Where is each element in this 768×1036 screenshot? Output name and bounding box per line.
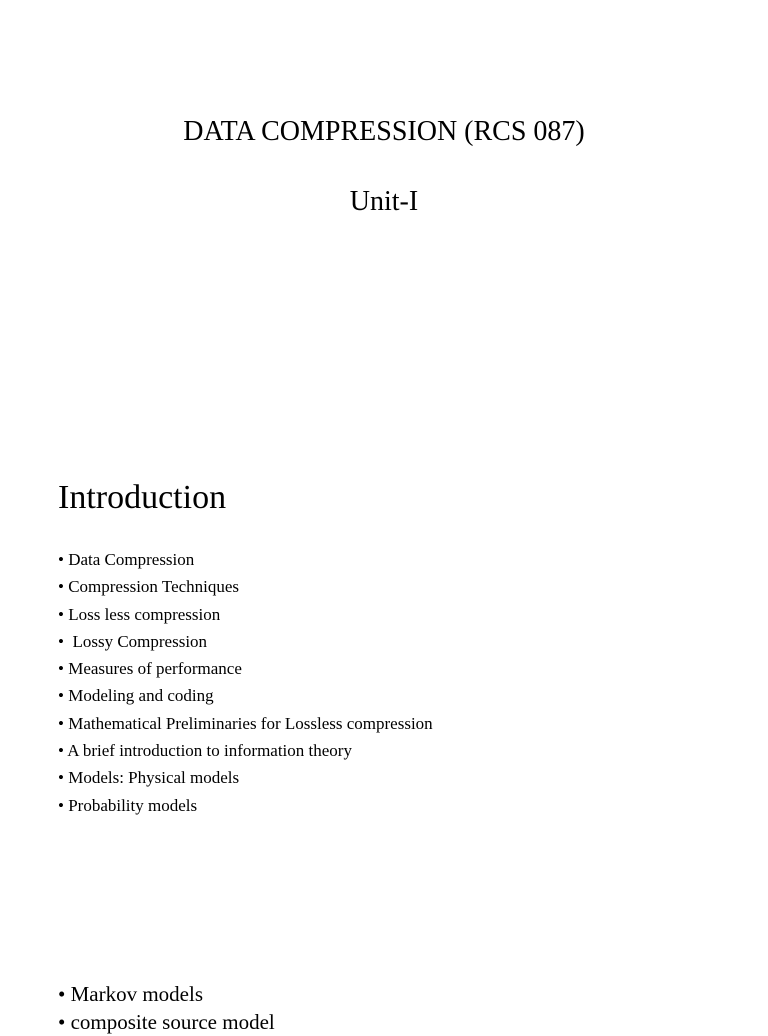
list-item (58, 737, 433, 764)
list-item (58, 682, 433, 709)
list-item-text: Lossy Compression (63, 631, 208, 651)
bullet-icon: • (58, 659, 64, 679)
list-item-text: Models: Physical models (63, 768, 240, 788)
bullet-icon: • (58, 741, 64, 761)
list-item-text: Probability models (63, 795, 198, 815)
list-item-text: Loss less compression (63, 604, 221, 624)
list-item-text: Mathematical Preliminaries for Lossless compression (63, 713, 433, 733)
list-item (58, 628, 433, 655)
list-item-text: Markov models (65, 982, 204, 1006)
models-slide (0, 960, 768, 1034)
list-item-text: A brief introduction to information theory (63, 741, 352, 761)
list-item (58, 764, 433, 791)
bullet-list (58, 546, 433, 819)
list-item (58, 710, 433, 737)
bullet-icon: • (58, 631, 64, 651)
bullet-icon: • (58, 550, 64, 569)
slide-subtitle: Unit-I (349, 186, 419, 217)
list-item-text: composite source model (65, 1010, 275, 1034)
bullet-icon: • (58, 604, 64, 624)
list-item-text: Modeling and coding (63, 686, 214, 706)
bullet-icon: • (58, 577, 64, 597)
list-item (58, 1008, 275, 1036)
list-item (58, 980, 275, 1008)
list-item (58, 546, 433, 573)
list-item (58, 573, 433, 600)
list-item-text: Compression Techniques (63, 577, 240, 597)
bullet-icon: • (58, 982, 66, 1006)
bullet-icon: • (58, 713, 64, 733)
slide-heading: Introduction (58, 479, 227, 516)
bullet-icon: • (58, 686, 64, 706)
list-item-text: Data Compression (63, 550, 195, 569)
bullet-icon: • (58, 795, 64, 815)
list-item-text: Measures of performance (63, 659, 242, 679)
list-item (58, 792, 433, 819)
bullet-list (58, 980, 275, 1036)
slide-title: DATA COMPRESSION (RCS 087) (183, 116, 585, 147)
bullet-icon: • (58, 1010, 66, 1034)
list-item (58, 601, 433, 628)
list-item (58, 655, 433, 682)
title-slide (0, 0, 768, 400)
bullet-icon: • (58, 768, 64, 788)
introduction-slide (0, 440, 768, 860)
